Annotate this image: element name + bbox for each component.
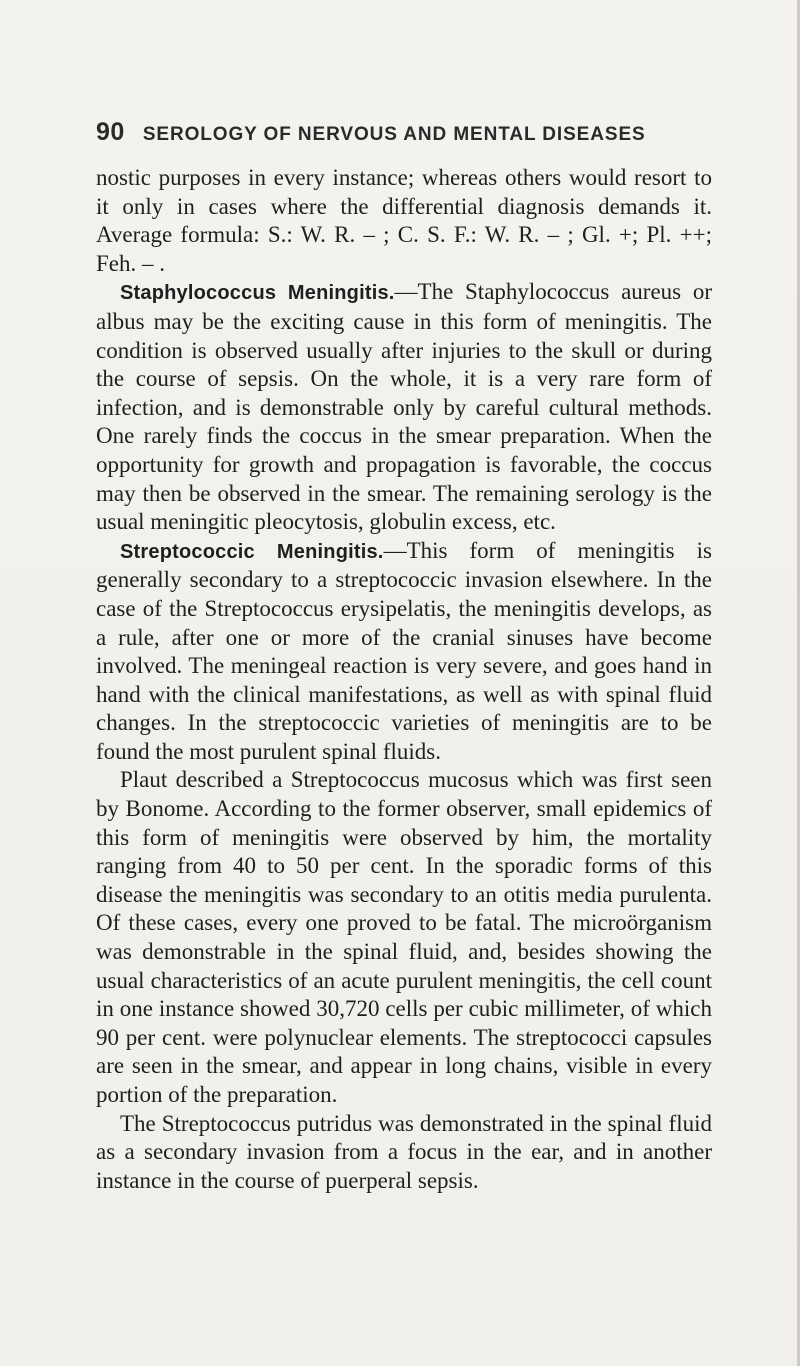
paragraph-text: nostic purposes in every instance; whereas others would resort to it only in cases where the differential diagnosis demands it. Average formula: S.: W. R. – ; C. S. F.: W. R. – ; Gl. +; Pl. ++; Feh. – .: [96, 165, 712, 276]
page-number: 90: [96, 118, 125, 146]
page-header: [96, 118, 716, 147]
paragraph-putridus: [96, 1110, 712, 1196]
paragraph-plaut: [96, 766, 712, 1109]
paragraph-staphylococcus: [96, 278, 712, 536]
paragraph-text: —The Staphylococcus aureus or albus may be the exciting cause in this form of meningitis. The condition is observed usually after injuries to the skull or during the course of sepsis. On the whole, it is a very rare form of infection, and is demonstrable only by careful cultural methods. One rarely finds the coccus in the smear preparation. When the opportunity for growth and propagation is favorable, the coccus may then be observed in the smear. The remaining serology is the usual meningitic pleocytosis, globulin excess, etc.: [96, 279, 712, 535]
paragraph-continuation: [96, 164, 712, 278]
paragraph-streptococcic: [96, 537, 712, 767]
section-heading-streptococcic: Streptococcic Meningitis.: [120, 540, 384, 563]
paragraph-text: Plaut described a Streptococcus mucosus which was first seen by Bonome. According to the former observer, small epidemics of this form of meningitis were observed by him, the mortality ranging from 40 to 50 per cent. In the sporadic forms of this disease the meningitis was secondary to an otitis media purulenta. Of these cases, every one proved to be fatal. The microörganism was demonstrable in the spinal fluid, and, besides showing the usual characteristics of an acute purulent meningitis, the cell count in one instance showed 30,720 cells per cubic millimeter, of which 90 per cent. were polynuclear elements. The streptococci capsules are seen in the smear, and appear in long chains, visible in every portion of the preparation.: [96, 767, 712, 1107]
paragraph-text: —This form of meningitis is generally secondary to a streptococcic invasion elsewhere. In the case of the Streptococcus erysipelatis, the meningitis develops, as a rule, after one or more of the cranial sinuses have become involved. The meningeal reaction is very severe, and goes hand in hand with the clinical manifestations, as well as with spinal fluid changes. In the streptococcic varieties of meningitis are to be found the most purulent spinal fluids.: [96, 537, 712, 764]
body-text: [96, 164, 712, 1195]
paragraph-text: The Streptococcus putridus was demonstrated in the spinal fluid as a secondary invasion from a focus in the ear, and in another instance in the course of puerperal sepsis.: [96, 1110, 712, 1193]
section-heading-staphylococcus: Staphylococcus Meningitis.: [120, 282, 395, 305]
running-title: SEROLOGY OF NERVOUS AND MENTAL DISEASES: [142, 124, 646, 145]
